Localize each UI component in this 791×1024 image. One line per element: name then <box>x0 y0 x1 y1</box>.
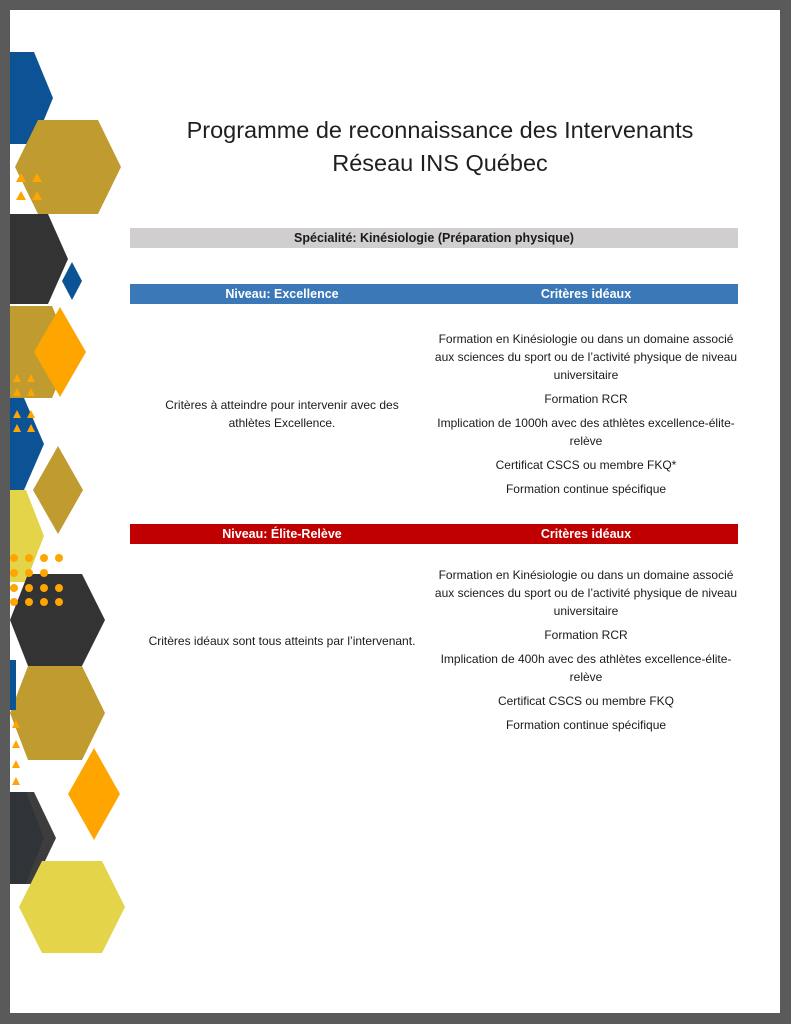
level-elite-label: Niveau: Élite-Relève <box>222 527 342 541</box>
dot-orange-10 <box>40 584 48 592</box>
level-elite-description: Critères idéaux sont tous atteints par l’intervenant. <box>148 634 416 648</box>
criteria-item: Certificat CSCS ou membre FKQ <box>497 694 675 708</box>
dot-orange-15 <box>55 598 63 606</box>
document-page <box>10 10 780 1013</box>
diamond-orange-2 <box>68 748 120 840</box>
criteria-item: Implication de 400h avec des athlètes excellence-élite-relève <box>440 652 732 684</box>
specialty-band: Spécialité: Kinésiologie (Préparation physique) <box>130 228 738 248</box>
level-excellence-label: Niveau: Excellence <box>225 287 339 301</box>
criteria-item: Formation RCR <box>544 628 628 642</box>
diamond-navy-1 <box>62 262 82 300</box>
level-excellence-description: Critères à atteindre pour intervenir avec des athlètes Excellence. <box>165 398 399 430</box>
dot-orange-7 <box>40 569 48 577</box>
level-excellence-criteria-heading: Critères idéaux <box>540 287 632 301</box>
dot-orange-11 <box>55 584 63 592</box>
dot-orange-2 <box>25 554 33 562</box>
dot-orange-8 <box>10 584 18 592</box>
dot-orange-14 <box>40 598 48 606</box>
level-elite-criteria-heading: Critères idéaux <box>540 527 632 541</box>
hexagon-yellow-1 <box>10 490 44 582</box>
level-elite-header <box>130 524 738 544</box>
hexagon-dark-1 <box>10 214 68 304</box>
dot-orange-6 <box>25 569 33 577</box>
level-excellence-criteria-list <box>434 330 738 504</box>
criteria-item: Formation continue spécifique <box>505 482 667 496</box>
dot-orange-12 <box>10 598 18 606</box>
dot-orange-4 <box>55 554 63 562</box>
title-line-1: Programme de reconnaissance des Intervenants <box>186 117 694 143</box>
diamond-gold-1 <box>33 446 83 534</box>
hexagon-navy-2 <box>10 398 44 490</box>
triangle-orange-3 <box>16 191 26 200</box>
criteria-item: Certificat CSCS ou membre FKQ* <box>495 458 677 472</box>
criteria-item: Implication de 1000h avec des athlètes excellence-élite-relève <box>437 416 735 448</box>
page-title <box>130 114 750 180</box>
title-line-2: Réseau INS Québec <box>332 150 548 176</box>
hexagon-decoration <box>10 10 140 1013</box>
level-elite-criteria-list <box>434 566 738 740</box>
criteria-item: Formation en Kinésiologie ou dans un domaine associé aux sciences du sport ou de l’activité physique de niveau universitaire <box>434 332 738 382</box>
dot-orange-1 <box>10 554 18 562</box>
triangle-orange-16 <box>12 777 20 785</box>
criteria-item: Formation RCR <box>544 392 628 406</box>
dot-orange-9 <box>25 584 33 592</box>
dot-orange-5 <box>10 569 18 577</box>
dot-orange-13 <box>25 598 33 606</box>
dot-orange-3 <box>40 554 48 562</box>
hexagon-navy-3 <box>10 660 16 710</box>
hexagon-gold-3 <box>10 666 105 760</box>
criteria-item: Formation continue spécifique <box>505 718 667 732</box>
level-excellence-header <box>130 284 738 304</box>
criteria-item: Formation en Kinésiologie ou dans un domaine associé aux sciences du sport ou de l’activité physique de niveau universitaire <box>434 568 738 618</box>
triangle-orange-14 <box>12 740 20 748</box>
triangle-orange-15 <box>12 760 20 768</box>
